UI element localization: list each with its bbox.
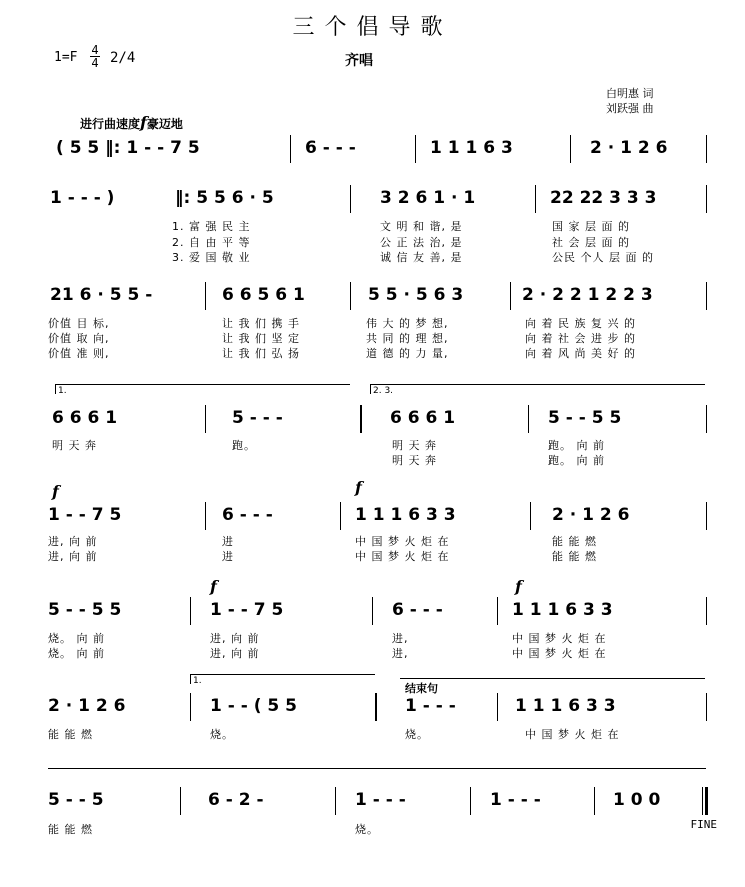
volta-bracket-edge [370,384,371,394]
lyric-4: 能 能 燃 [552,535,597,548]
lyric-1: 明 天 奔 [52,439,97,452]
barline [470,787,471,815]
measure-6-4: 1 1 1 6 3 3 [512,600,613,620]
measure-4-3: 6 6 6 1 [390,408,456,428]
lyric-v3-2: 让 我 们 弘 扬 [222,347,300,360]
coda-bracket [400,678,705,679]
song-title: 三个倡导歌 [292,15,453,40]
lyric-4b: 跑。 向 前 [548,454,605,467]
measure-3-4: 2 · 2 2 1 2 2 3 [522,285,653,305]
barline [570,135,571,163]
lyric-2b: 进 [222,550,234,563]
measure-5-1: 1 - - 7 5 [48,505,122,525]
measure-2-4: 22 22 3 3 3 [550,188,657,208]
lyric-4: 跑。 向 前 [548,439,605,452]
lyric-2: 进, 向 前 [210,632,260,645]
barline [530,502,531,530]
measure-2-1: 1 - - - ) [50,188,115,208]
expression-text: 豪迈地 [146,117,183,131]
repeat-barline [375,693,377,721]
lyric-3b: 明 天 奔 [392,454,437,467]
measure-6-2: 1 - - 7 5 [210,600,284,620]
lyric-3: 进, [392,632,409,645]
lyric-v3-1: 价值 准 则, [48,347,110,360]
measure-1-4: 2 · 1 2 6 [590,138,668,158]
volta-bracket-2 [370,384,705,385]
measure-1-3: 1 1 1 6 3 [430,138,513,158]
measure-2-3: 3 2 6 1 · 1 [380,188,476,208]
measure-7-2: 1 - - ( 5 5 [210,696,297,716]
lyric-1b: 进, 向 前 [48,550,98,563]
lyric-v1-3: 伟 大 的 梦 想, [366,317,449,330]
measure-7-4: 1 1 1 6 3 3 [515,696,616,716]
barline [594,787,595,815]
lyric-4: 中 国 梦 火 炬 在 [512,632,607,645]
lyric-v2-3: 社 会 层 面 的 [552,236,630,249]
barline [706,502,707,530]
lyric-1: 能 能 燃 [48,728,93,741]
dynamic-mark: f [140,113,147,132]
lyric-1: 能 能 燃 [48,823,93,836]
lyric-4: 中 国 梦 火 炬 在 [525,728,620,741]
lyric-1: 烧。 向 前 [48,632,105,645]
measure-4-4: 5 - - 5 5 [548,408,622,428]
measure-4-2: 5 - - - [232,408,283,428]
composer-credit: 刘跃强 曲 [606,102,654,115]
repeat-barline [360,405,362,433]
dynamic-mark: f [515,577,522,596]
lyric-3b: 进, [392,647,409,660]
measure-6-1: 5 - - 5 5 [48,600,122,620]
lyric-v1-4: 向 着 民 族 复 兴 的 [525,317,636,330]
lyric-v2-2: 公 正 法 治, 是 [380,236,463,249]
fine-mark: FINE [690,818,717,831]
barline [335,787,336,815]
barline [290,135,291,163]
lyric-2: 进 [222,535,234,548]
barline [706,135,707,163]
barline [528,405,529,433]
measure-6-3: 6 - - - [392,600,443,620]
barline [415,135,416,163]
lyric-3: 烧。 [405,728,429,741]
lyric-2: 跑。 [232,439,256,452]
dynamic-mark: f [355,478,362,497]
lyric-v3-4: 向 着 风 尚 美 好 的 [525,347,636,360]
barline [706,405,707,433]
volta-2-label: 2. 3. [373,386,394,396]
volta-bracket-1 [55,384,350,385]
lyric-v3-2: 诚 信 友 善, 是 [380,251,463,264]
lyric-1b: 烧。 向 前 [48,647,105,660]
barline [535,185,536,213]
barline [706,597,707,625]
ending-phrase-label: 结束句 [405,682,438,695]
lyric-v3-3: 公民 个人 层 面 的 [552,251,654,264]
final-barline-thick [705,787,708,815]
measure-7-1: 2 · 1 2 6 [48,696,126,716]
dynamic-mark: f [210,577,217,596]
time-sig-denominator: 4 [91,56,99,70]
time-sig-numerator: 4 [91,43,99,57]
lyric-v3-3: 道 德 的 力 量, [366,347,449,360]
lyric-v2-3: 共 同 的 理 想, [366,332,449,345]
barline [350,282,351,310]
barline [706,185,707,213]
barline [190,693,191,721]
lyric-4b: 能 能 燃 [552,550,597,563]
lyric-3: 中 国 梦 火 炬 在 [355,535,450,548]
lyric-3b: 中 国 梦 火 炬 在 [355,550,450,563]
lyric-v1-1: 1. 富 强 民 主 [172,220,251,233]
lyric-v3-1: 3. 爱 国 敬 业 [172,251,251,264]
lyric-v2-1: 2. 自 由 平 等 [172,236,251,249]
barline [340,502,341,530]
barline [190,597,191,625]
measure-3-3: 5 5 · 5 6 3 [368,285,464,305]
measure-8-2: 6 - 2 - [208,790,264,810]
lyric-v1-2: 文 明 和 谐, 是 [380,220,463,233]
lyric-v2-1: 价值 取 向, [48,332,110,345]
barline [497,693,498,721]
measure-7-3: 1 - - - [405,696,456,716]
volta-bracket-1 [190,674,375,675]
performance-style: 齐唱 [345,53,373,69]
lyricist-credit: 白明惠 词 [606,87,654,100]
tempo-text: 进行曲速度 [80,117,141,131]
measure-5-4: 2 · 1 2 6 [552,505,630,525]
lyric-v1-3: 国 家 层 面 的 [552,220,630,233]
volta-bracket-edge [55,384,56,394]
lyric-v1-2: 让 我 们 携 手 [222,317,300,330]
lyric-v2-4: 向 着 社 会 进 步 的 [525,332,636,345]
measure-8-4: 1 - - - [490,790,541,810]
measure-1-2: 6 - - - [305,138,356,158]
measure-5-2: 6 - - - [222,505,273,525]
coda-bracket [48,768,706,769]
barline [205,502,206,530]
measure-3-1: 21 6 · 5 5 - [50,285,153,305]
measure-8-5: 1 0 0 [613,790,661,810]
time-signature [90,44,100,69]
barline [205,282,206,310]
lyric-2: 烧。 [355,823,379,836]
measure-5-3: 1 1 1 6 3 3 [355,505,456,525]
final-barline-thin [702,787,703,815]
barline [706,693,707,721]
lyric-1: 进, 向 前 [48,535,98,548]
barline [372,597,373,625]
lyric-v1-1: 价值 目 标, [48,317,110,330]
measure-1-1: ( 5 5 ‖: 1 - - 7 5 [56,138,200,158]
alt-time-signature: 2/4 [110,50,136,66]
measure-4-1: 6 6 6 1 [52,408,118,428]
dynamic-mark: f [52,482,59,501]
barline [180,787,181,815]
key-signature: 1=F [54,50,78,65]
barline [510,282,511,310]
lyric-2: 烧。 [210,728,234,741]
volta-1-label: 1. [193,676,202,686]
lyric-4b: 中 国 梦 火 炬 在 [512,647,607,660]
barline [205,405,206,433]
barline [706,282,707,310]
barline [497,597,498,625]
measure-8-3: 1 - - - [355,790,406,810]
measure-2-2: ‖: 5 5 6 · 5 [175,188,274,208]
measure-8-1: 5 - - 5 [48,790,104,810]
measure-3-2: 6 6 5 6 1 [222,285,305,305]
volta-1-label: 1. [58,386,67,396]
volta-bracket-edge [190,674,191,684]
barline [350,185,351,213]
tempo-marking [80,113,183,132]
lyric-3: 明 天 奔 [392,439,437,452]
lyric-2b: 进, 向 前 [210,647,260,660]
lyric-v2-2: 让 我 们 坚 定 [222,332,300,345]
